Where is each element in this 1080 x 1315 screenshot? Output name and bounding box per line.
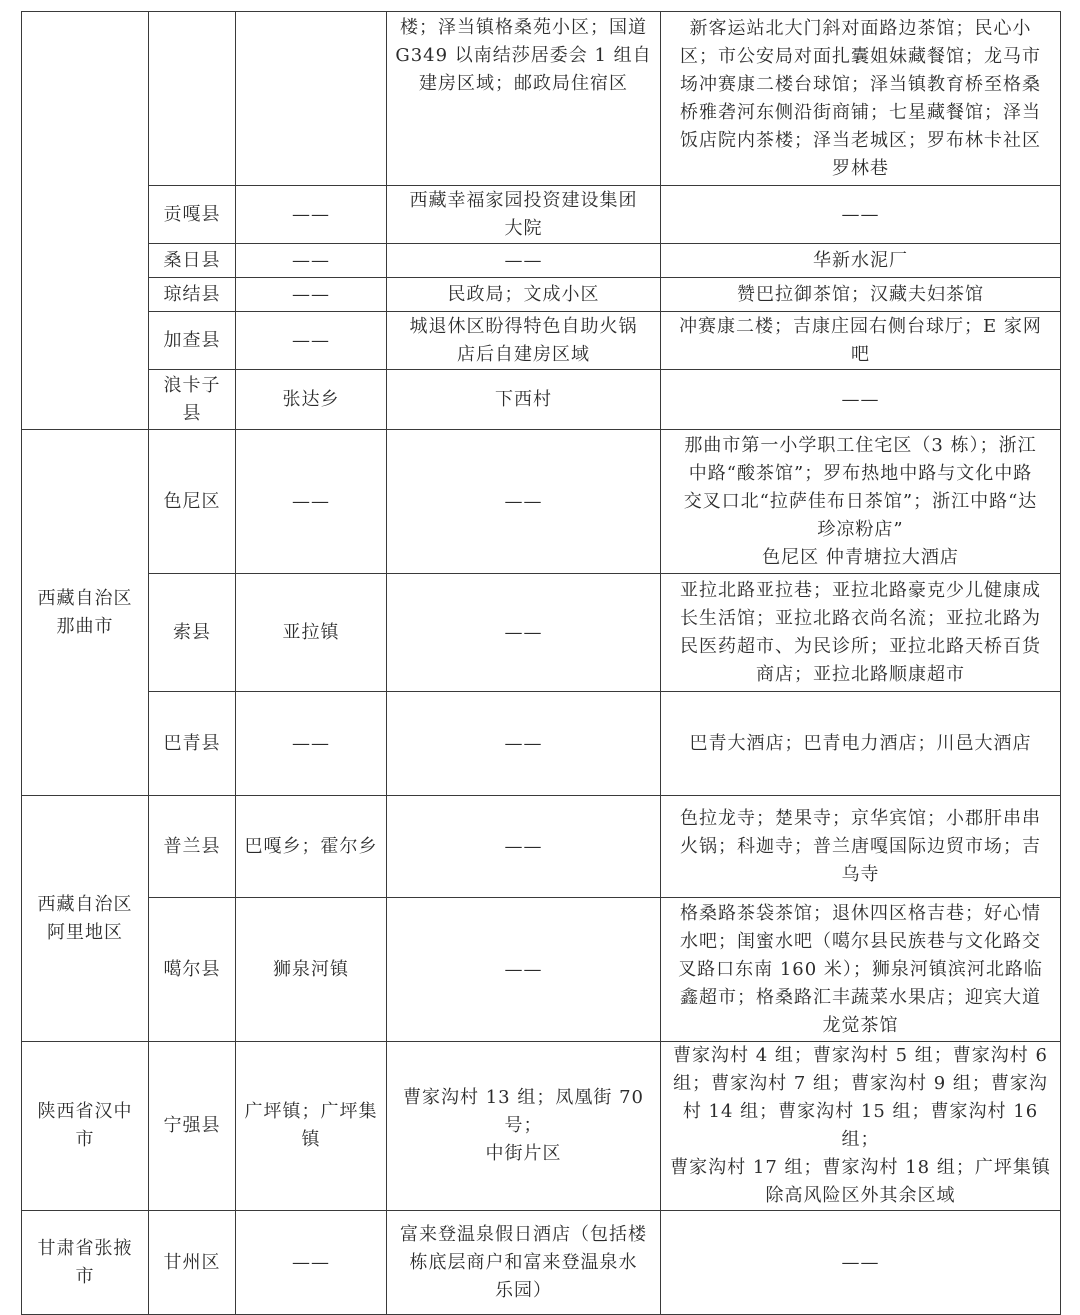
- table-row: [22, 312, 1061, 370]
- table-row: [22, 430, 1061, 574]
- township-cell: ——: [236, 278, 387, 312]
- medium-risk-cell: 冲赛康二楼；吉康庄园右侧台球厅；E 家网 吧: [661, 312, 1061, 370]
- county-cell: 索县: [149, 574, 236, 692]
- medium-risk-cell: ——: [661, 1211, 1061, 1315]
- city-cell: 陕西省汉中 市: [22, 1042, 149, 1211]
- risk-area-table: [21, 11, 1061, 1315]
- medium-risk-cell: 色拉龙寺；楚果寺；京华宾馆；小郡肝串串 火锅；科迦寺；普兰唐嘎国际边贸市场；吉 乌寺: [661, 796, 1061, 898]
- high-risk-cell: ——: [387, 244, 661, 278]
- table-row: [22, 186, 1061, 244]
- medium-risk-cell: 华新水泥厂: [661, 244, 1061, 278]
- high-risk-cell: 民政局；文成小区: [387, 278, 661, 312]
- county-cell: 噶尔县: [149, 898, 236, 1042]
- table-row: [22, 574, 1061, 692]
- table-row: [22, 1042, 1061, 1211]
- medium-risk-cell: 曹家沟村 4 组；曹家沟村 5 组；曹家沟村 6 组；曹家沟村 7 组；曹家沟村 9 组；曹家沟 村 14 组；曹家沟村 15 组；曹家沟村 16 组； 曹家沟村 17 组；曹家沟村 18 组；广坪集镇 除高风险区外其余区域: [661, 1042, 1061, 1211]
- township-cell: ——: [236, 430, 387, 574]
- high-risk-cell: 富来登温泉假日酒店（包括楼 栋底层商户和富来登温泉水 乐园）: [387, 1211, 661, 1315]
- township-cell: ——: [236, 1211, 387, 1315]
- township-cell: ——: [236, 312, 387, 370]
- table-row: [22, 898, 1061, 1042]
- township-cell: 亚拉镇: [236, 574, 387, 692]
- county-cell: 普兰县: [149, 796, 236, 898]
- county-cell: 桑日县: [149, 244, 236, 278]
- table-row: [22, 796, 1061, 898]
- medium-risk-cell: ——: [661, 370, 1061, 430]
- township-cell: [236, 12, 387, 186]
- medium-risk-cell: 格桑路茶袋茶馆；退休四区格吉巷；好心情 水吧；闺蜜水吧（噶尔县民族巷与文化路交 叉路口东南 160 米）；狮泉河镇滨河北路临 鑫超市；格桑路汇丰蔬菜水果店；迎宾大道 龙觉茶馆: [661, 898, 1061, 1042]
- township-cell: ——: [236, 692, 387, 796]
- high-risk-cell: 楼；泽当镇格桑苑小区；国道 G349 以南结莎居委会 1 组自 建房区域；邮政局住宿区: [387, 12, 661, 186]
- table-row: [22, 1211, 1061, 1315]
- medium-risk-cell: 新客运站北大门斜对面路边茶馆；民心小 区；市公安局对面扎囊姐妹藏餐馆；龙马市 场冲赛康二楼台球馆；泽当镇教育桥至格桑 桥雅砻河东侧沿街商铺；七星藏餐馆；泽当 饭店院内茶楼；泽当老城区；罗布林卡社区 罗林巷: [661, 12, 1061, 186]
- high-risk-cell: ——: [387, 574, 661, 692]
- city-cell: [22, 12, 149, 430]
- high-risk-cell: ——: [387, 898, 661, 1042]
- table-row: [22, 370, 1061, 430]
- township-cell: 广坪镇；广坪集 镇: [236, 1042, 387, 1211]
- county-cell: 宁强县: [149, 1042, 236, 1211]
- township-cell: 巴嘎乡；霍尔乡: [236, 796, 387, 898]
- township-cell: 张达乡: [236, 370, 387, 430]
- county-cell: 贡嘎县: [149, 186, 236, 244]
- high-risk-cell: 曹家沟村 13 组；凤凰街 70 号； 中街片区: [387, 1042, 661, 1211]
- county-cell: 琼结县: [149, 278, 236, 312]
- township-cell: ——: [236, 186, 387, 244]
- high-risk-cell: ——: [387, 692, 661, 796]
- high-risk-cell: 下西村: [387, 370, 661, 430]
- high-risk-cell: 城退休区盼得特色自助火锅 店后自建房区域: [387, 312, 661, 370]
- medium-risk-cell: 赞巴拉御茶馆；汉藏夫妇茶馆: [661, 278, 1061, 312]
- city-cell: 甘肃省张掖 市: [22, 1211, 149, 1315]
- medium-risk-cell: 巴青大酒店；巴青电力酒店；川邑大酒店: [661, 692, 1061, 796]
- county-cell: 色尼区: [149, 430, 236, 574]
- high-risk-cell: 西藏幸福家园投资建设集团 大院: [387, 186, 661, 244]
- county-cell: 巴青县: [149, 692, 236, 796]
- high-risk-cell: ——: [387, 430, 661, 574]
- medium-risk-cell: ——: [661, 186, 1061, 244]
- township-cell: 狮泉河镇: [236, 898, 387, 1042]
- table-row: [22, 278, 1061, 312]
- table-row: [22, 692, 1061, 796]
- medium-risk-cell: 亚拉北路亚拉巷；亚拉北路豪克少儿健康成 长生活馆；亚拉北路衣尚名流；亚拉北路为 民医药超市、为民诊所；亚拉北路天桥百货 商店；亚拉北路顺康超市: [661, 574, 1061, 692]
- medium-risk-cell: 那曲市第一小学职工住宅区（3 栋）；浙江 中路“酸茶馆”；罗布热地中路与文化中路 交叉口北“拉萨佳布日茶馆”；浙江中路“达 珍凉粉店” 色尼区 仲青塘拉大酒店: [661, 430, 1061, 574]
- county-cell: 加查县: [149, 312, 236, 370]
- high-risk-cell: ——: [387, 796, 661, 898]
- county-cell: [149, 12, 236, 186]
- county-cell: 甘州区: [149, 1211, 236, 1315]
- city-cell: 西藏自治区 阿里地区: [22, 796, 149, 1042]
- township-cell: ——: [236, 244, 387, 278]
- county-cell: 浪卡子 县: [149, 370, 236, 430]
- table-row: [22, 12, 1061, 186]
- table-row: [22, 244, 1061, 278]
- city-cell: 西藏自治区 那曲市: [22, 430, 149, 796]
